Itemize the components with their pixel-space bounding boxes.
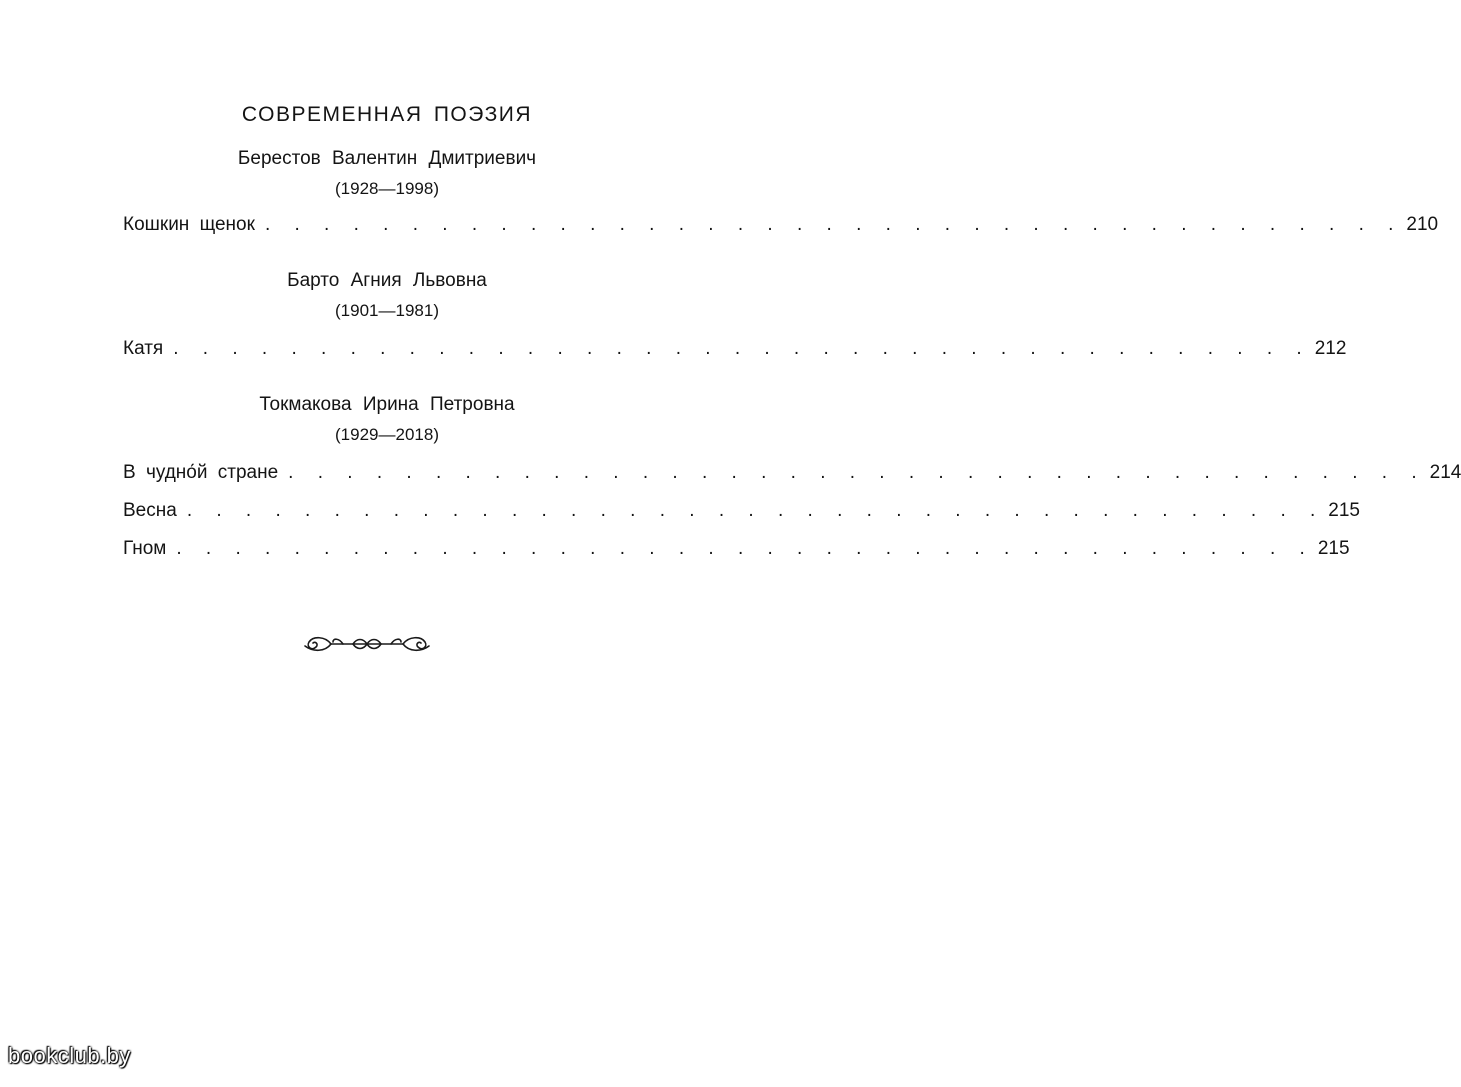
watermark: bookclub.by — [8, 1043, 131, 1068]
toc-entry[interactable] — [123, 206, 1439, 244]
entry-title: В чудно́й стране — [123, 462, 279, 483]
author-heading — [163, 390, 611, 450]
dot-leader: . . . . . . . . . . . . . . . . . . . . . . . . . . . . . . . . . . . . . . . — [176, 538, 1312, 559]
author-years: (1928—1998) — [335, 179, 439, 198]
author-name: Токмакова Ирина Петровна — [259, 394, 515, 415]
toc-entry[interactable] — [123, 530, 1350, 568]
entry-page-number: 215 — [1328, 500, 1360, 521]
table-of-contents — [123, 98, 1461, 568]
toc-entry[interactable] — [123, 330, 1347, 368]
author-heading — [163, 144, 611, 204]
author-years: (1901—1981) — [335, 301, 439, 320]
author-name: Берестов Валентин Дмитриевич — [237, 148, 537, 169]
entry-title: Весна — [123, 500, 177, 521]
entry-title: Гном — [123, 538, 167, 559]
dot-leader: . . . . . . . . . . . . . . . . . . . . . . . . . . . . . . . . . . . . . . . — [288, 462, 1424, 483]
entry-page-number: 212 — [1314, 338, 1347, 359]
author-heading — [163, 266, 611, 326]
author-years: (1929—2018) — [335, 425, 439, 444]
dot-leader: . . . . . . . . . . . . . . . . . . . . . . . . . . . . . . . . . . . . . . . — [264, 214, 1401, 235]
entry-page-number: 210 — [1406, 214, 1439, 235]
dot-leader: . . . . . . . . . . . . . . . . . . . . . . . . . . . . . . . . . . . . . . . — [186, 500, 1323, 521]
entry-title: Кошкин щенок — [123, 214, 255, 235]
entry-page-number: 214 — [1429, 462, 1461, 483]
toc-entry[interactable] — [123, 492, 1360, 530]
entry-page-number: 215 — [1317, 538, 1350, 559]
section-title: СОВРЕМЕННАЯ ПОЭЗИЯ — [241, 103, 533, 126]
toc-entry[interactable] — [123, 454, 1461, 492]
author-name: Барто Агния Львовна — [287, 270, 487, 291]
entry-title: Катя — [123, 338, 164, 359]
dot-leader: . . . . . . . . . . . . . . . . . . . . . . . . . . . . . . . . . . . . . . . — [173, 338, 1309, 359]
flourish-divider-icon — [297, 632, 437, 656]
